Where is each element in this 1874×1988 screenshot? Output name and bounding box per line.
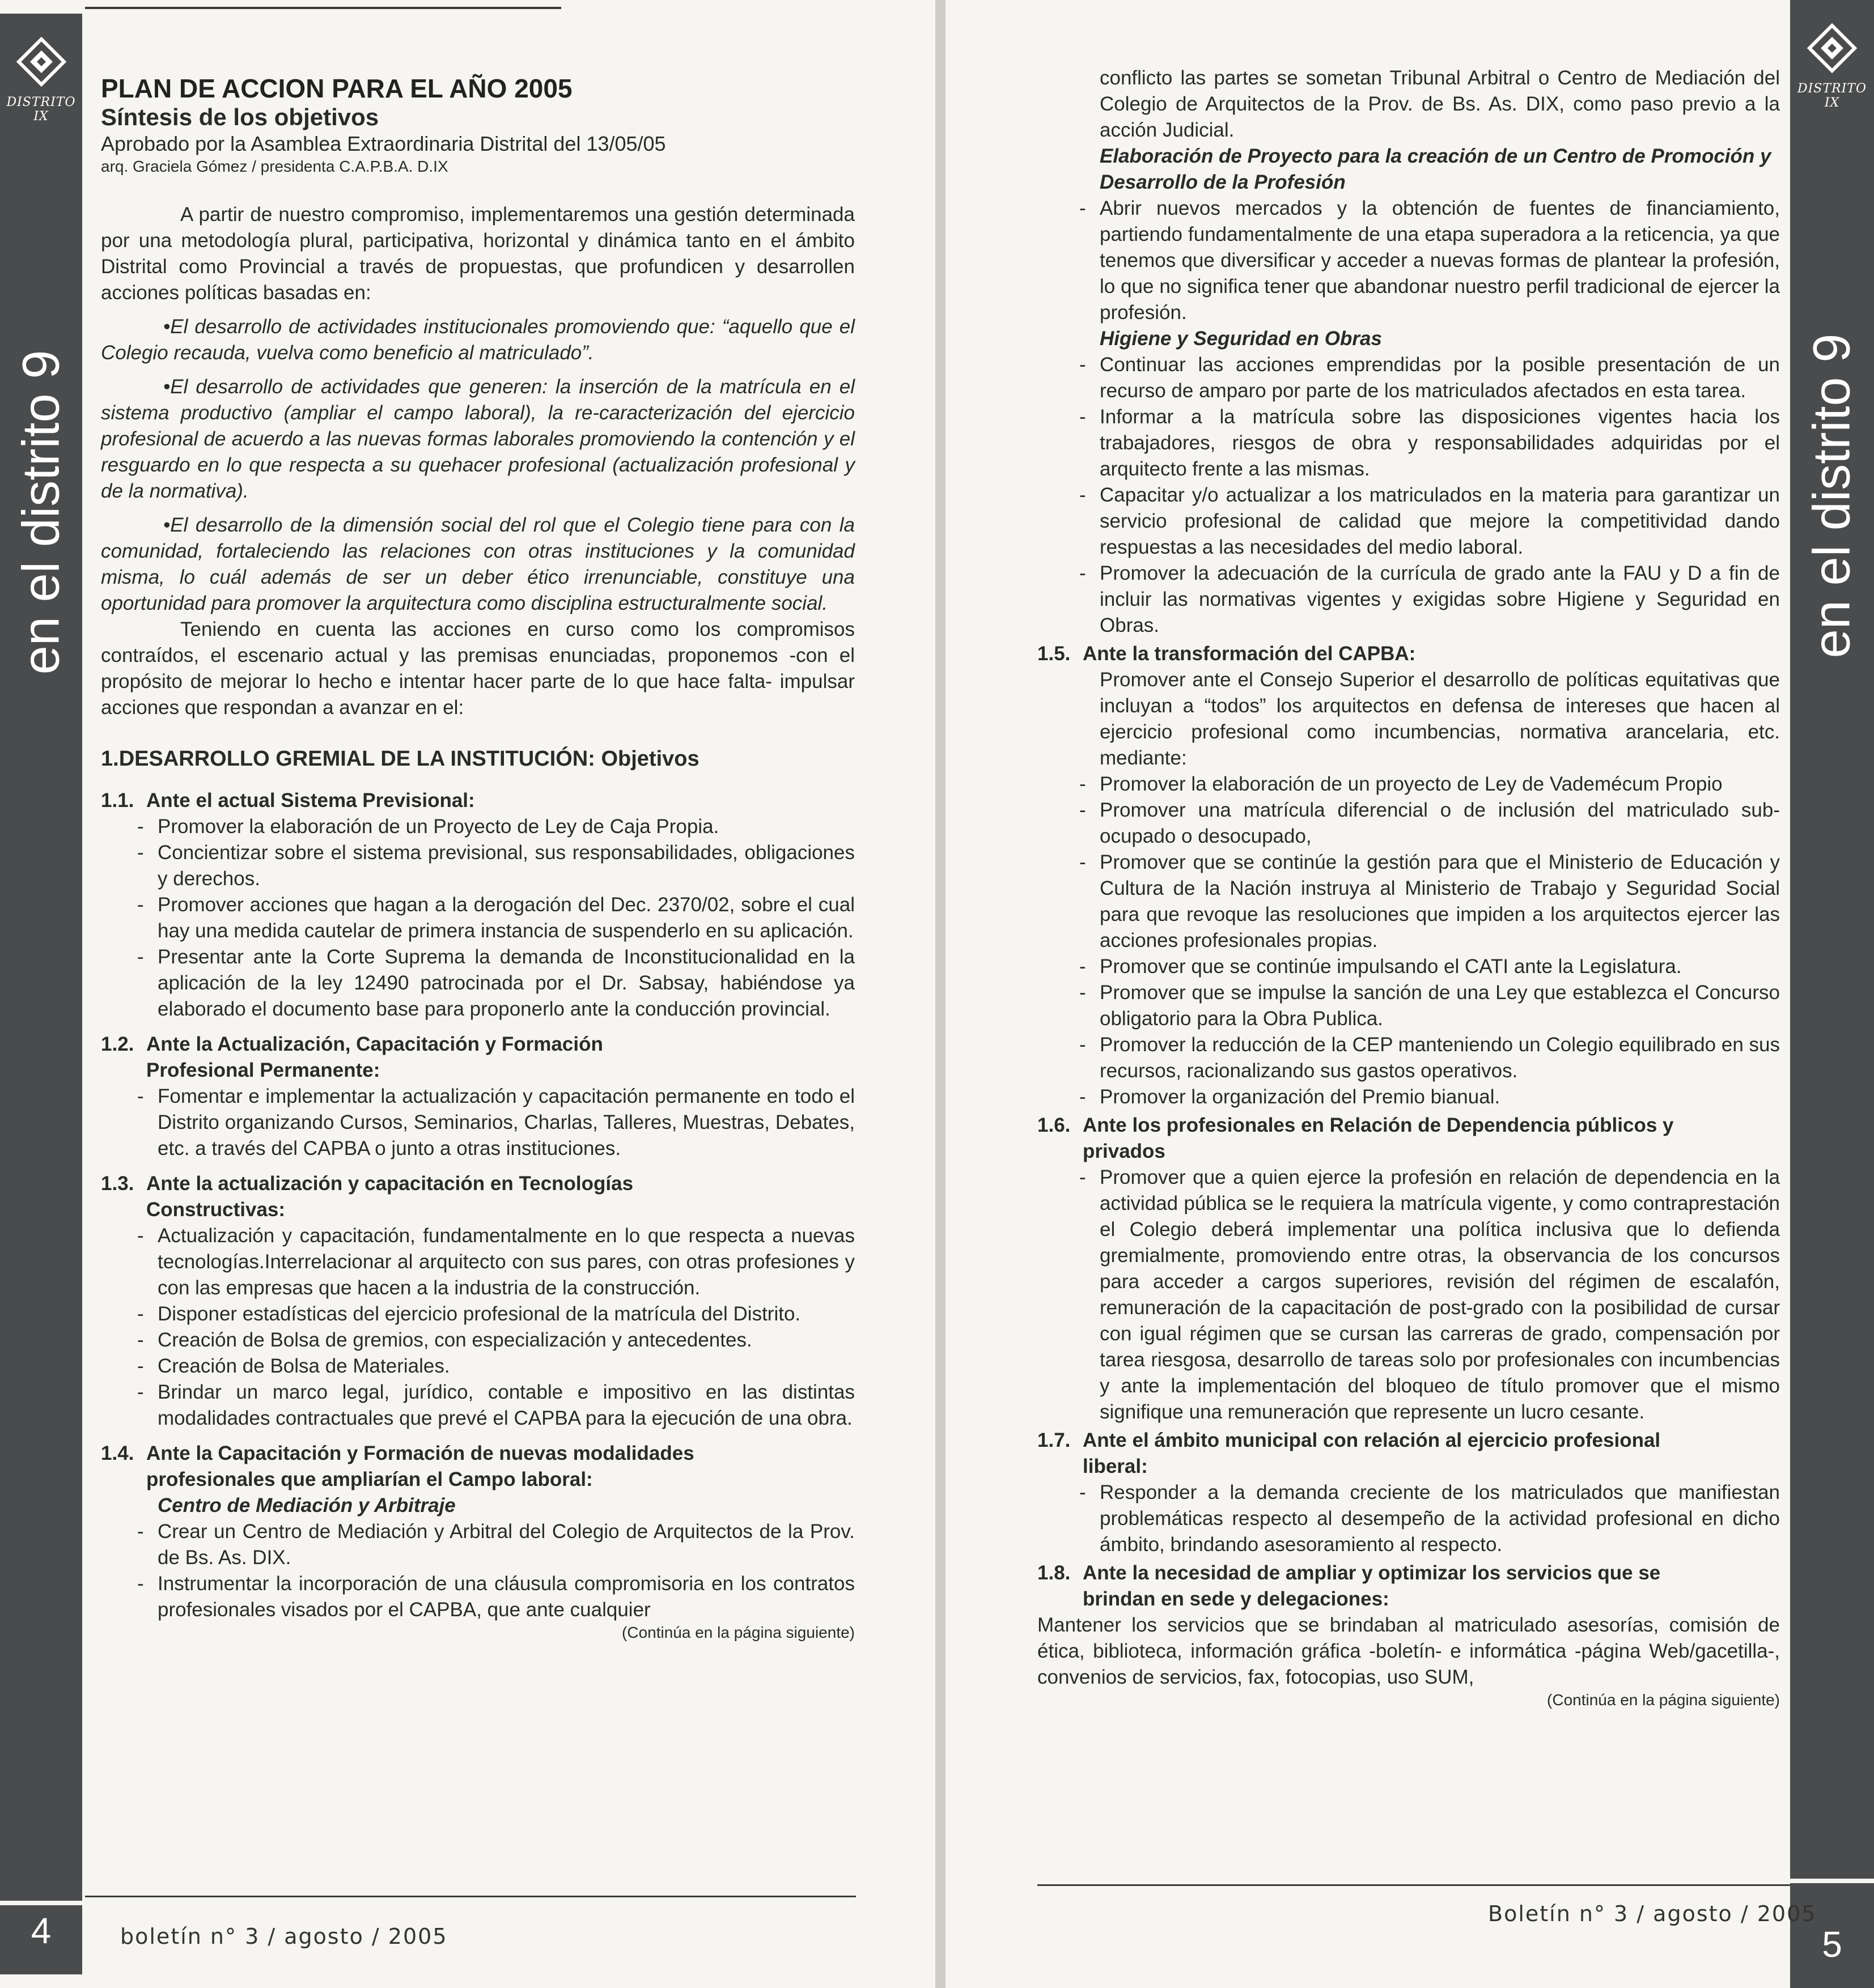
list-item: - Promover la reducción de la CEP manteniendo un Colegio equilibrado en sus recursos, racionalizando sus gastos operativos. [1100, 1032, 1780, 1084]
item-list [101, 1084, 855, 1162]
subsection-heading [1037, 1560, 1780, 1586]
item-list [1037, 196, 1780, 326]
list-item: - Fomentar e implementar la actualización y capacitación permanente en todo el Distrito organizando Cursos, Seminarios, Charlas, Talleres, Muestras, Debates, etc. a través del CAPBA o junto a otras instituciones. [158, 1084, 855, 1162]
subsection-number: 1.4. [101, 1442, 134, 1464]
district-logo-icon [16, 36, 67, 93]
subsection-number: 1.8. [1037, 1562, 1071, 1584]
list-item: - Actualización y capacitación, fundamentalmente en lo que respecta a nuevas tecnologías.Interrelacionar al arquitecto con sus pares, con otras profesiones y con las empresas que hacen a la industria de la construcción. [158, 1223, 855, 1301]
subsection-title: Ante los profesionales en Relación de Dependencia públicos y [1083, 1114, 1674, 1136]
right-column [1037, 65, 1780, 1710]
vertical-section-label: en el distrito 9 [12, 350, 70, 675]
subsection-title: Ante la necesidad de ampliar y optimizar los servicios que se [1083, 1562, 1661, 1584]
continued-note: (Continúa en la página siguiente) [622, 1624, 855, 1641]
subsection-number: 1.3. [101, 1173, 134, 1195]
logo [1790, 23, 1874, 110]
item-list [1037, 1480, 1780, 1558]
list-item: - Concientizar sobre el sistema previsional, sus responsabilidades, obligaciones y derechos. [158, 840, 855, 892]
top-rule [85, 7, 561, 9]
closing-paragraph: Teniendo en cuenta las acciones en curso como los compromisos contraídos, el escenario actual y las premisas enunciadas, proponemos -con el propósito de mejorar lo hecho e intentar hacer parte de lo que hace falta- impulsar acciones que respondan a avanzar en el: [101, 618, 855, 719]
subsection-subtitle: Elaboración de Proyecto para la creación de un Centro de Promoción y Desarrollo de la Profesión [1100, 145, 1771, 193]
subsection-text: Mantener los servicios que se brindaban al matriculado asesorías, comisión de ética, biblioteca, información gráfica -boletín- e informática -página Web/gacetilla-, convenios de servicios, fax, fotocopias, uso SUM, [1037, 1614, 1780, 1688]
subsection-title-cont: profesionales que ampliarían el Campo laboral: [146, 1468, 593, 1490]
list-item: - Creación de Bolsa de gremios, con especialización y antecedentes. [158, 1327, 855, 1353]
item-list [101, 1519, 855, 1623]
subsection-title: Ante el ámbito municipal con relación al ejercicio profesional [1083, 1429, 1661, 1451]
subsection-heading [1037, 1428, 1780, 1454]
page-gutter [935, 0, 946, 1988]
subsection-heading [101, 1441, 855, 1467]
item-list [1037, 352, 1780, 639]
list-item: - Creación de Bolsa de Materiales. [158, 1353, 855, 1379]
side-band [1790, 0, 1874, 1988]
list-item: - Promover la elaboración de un Proyecto de Ley de Caja Propia. [158, 814, 855, 840]
subtitle: Síntesis de los objetivos [101, 104, 379, 130]
subsection-title: Ante la Actualización, Capacitación y Formación [146, 1033, 603, 1055]
subsection-title: Ante la transformación del CAPBA: [1083, 643, 1416, 665]
subsection-number: 1.7. [1037, 1429, 1071, 1451]
page-number: 4 [31, 1910, 52, 1951]
logo-caption: DISTRITO IX [1797, 82, 1867, 110]
subsection-heading [101, 788, 855, 814]
page-number: 5 [1822, 1924, 1842, 1965]
list-item: - Disponer estadísticas del ejercicio profesional de la matrícula del Distrito. [158, 1301, 855, 1327]
footer-rule [1037, 1884, 1790, 1886]
continued-note: (Continúa en la página siguiente) [1547, 1691, 1780, 1709]
item-list [1037, 1165, 1780, 1425]
list-item: - Instrumentar la incorporación de una cláusula compromisoria en los contratos profesionales visados por el CAPBA, que ante cualquier [158, 1571, 855, 1623]
list-item: - Promover que se continúe impulsando el CATI ante la Legislatura. [1100, 954, 1780, 980]
band-separator [0, 1901, 82, 1905]
objective-bullet: •El desarrollo de actividades institucionales promoviendo que: “aquello que el Colegio recauda, vuelva como beneficio al matriculado”. [101, 316, 855, 364]
subsection-heading [1037, 641, 1780, 667]
subsection-heading [101, 1031, 855, 1057]
item-list [101, 814, 855, 1022]
subsection-title: Ante la Capacitación y Formación de nuevas modalidades [146, 1442, 694, 1464]
list-item: - Promover la adecuación de la currícula de grado ante la FAU y D a fin de incluir las normativas vigentes y exigidas sobre Higiene y Seguridad en Obras. [1100, 560, 1780, 639]
subsection-title-cont: liberal: [1083, 1455, 1148, 1477]
subsection-number: 1.1. [101, 789, 134, 812]
list-item: - Crear un Centro de Mediación y Arbitral del Colegio de Arquitectos de la Prov. de Bs. As. DIX. [158, 1519, 855, 1571]
item-list [1037, 771, 1780, 1110]
footer-issue: boletín n° 3 / agosto / 2005 [120, 1924, 448, 1949]
item-list [101, 1223, 855, 1431]
logo-caption: DISTRITO IX [6, 95, 76, 124]
band-separator [1790, 1879, 1874, 1883]
list-item: - Promover una matrícula diferencial o de inclusión del matriculado sub-ocupado o desocupado, [1100, 797, 1780, 849]
list-item: - Abrir nuevos mercados y la obtención de fuentes de financiamiento, partiendo fundamentalmente de una etapa superadora a la reticencia, ya que tenemos que diversificar y acceder a nuevas formas de plantear la profesión, lo que no significa tener que abandonar nuestro perfil tradicional de ejercer la profesión. [1100, 196, 1780, 326]
subsection-title-cont: privados [1083, 1140, 1165, 1162]
list-item: - Responder a la demanda creciente de los matriculados que manifiestan problemáticas respecto al desempeño de la actividad profesional en dicho ámbito, brindando asesoramiento al respecto. [1100, 1480, 1780, 1558]
list-item: - Promover acciones que hagan a la derogación del Dec. 2370/02, sobre el cual hay una medida cautelar de primera instancia de suspenderlo en su aplicación. [158, 892, 855, 944]
left-page [0, 0, 935, 1988]
approval-note: Aprobado por la Asamblea Extraordinaria Distrital del 13/05/05 [101, 132, 666, 155]
subsection-title: Ante la actualización y capacitación en Tecnologías [146, 1173, 634, 1195]
list-item: - Promover la elaboración de un proyecto de Ley de Vademécum Propio [1100, 771, 1780, 797]
footer-rule [85, 1896, 856, 1897]
footer-issue: Boletín n° 3 / agosto / 2005 [1488, 1901, 1817, 1926]
list-item: - Promover que se continúe la gestión para que el Ministerio de Educación y Cultura de la Nación instruya al Ministerio de Trabajo y Seguridad Social para que revoque las resoluciones que impiden a los arquitectos ejercer las acciones profesionales propias. [1100, 849, 1780, 954]
subsection-subtitle: Higiene y Seguridad en Obras [1100, 328, 1382, 350]
subsection-number: 1.5. [1037, 643, 1071, 665]
continued-text: conflicto las partes se sometan Tribunal Arbitral o Centro de Mediación del Colegio de Arquitectos de la Prov. de Bs. As. DIX, como paso previo a la acción Judicial. [1100, 67, 1780, 141]
objective-bullet: •El desarrollo de la dimensión social del rol que el Colegio tiene para con la comunidad, fortaleciendo las relaciones con otras instituciones y la comunidad misma, lo cuál además de ser un deber ético irrenunciable, constituye una oportunidad para promover la arquitectura como disciplina estructuralmente social. [101, 514, 855, 614]
list-item: - Presentar ante la Corte Suprema la demanda de Inconstitucionalidad en la aplicación de la ley 12490 patrocinada por el Dr. Sabsay, habiéndose ya elaborado el documento base para proponerlo ante la conducción provincial. [158, 944, 855, 1022]
subsection-title-cont: Profesional Permanente: [146, 1059, 380, 1081]
vertical-section-label: en el distrito 9 [1803, 333, 1861, 659]
logo [0, 36, 82, 124]
subsection-title-cont: brindan en sede y delegaciones: [1083, 1588, 1389, 1610]
section-heading: 1.DESARROLLO GREMIAL DE LA INSTITUCIÓN: Objetivos [101, 747, 699, 771]
subsection-heading [101, 1171, 855, 1197]
side-band [0, 14, 82, 1974]
subsection-title-cont: Constructivas: [146, 1199, 286, 1221]
district-logo-icon [1807, 23, 1858, 79]
subsection-text: Promover ante el Consejo Superior el desarrollo de políticas equitativas que incluyan a “todos” los arquitectos en defensa de intereses que hacen al ejercicio profesional como incumbencias, normativa arancelaria, etc. mediante: [1100, 669, 1780, 769]
subsection-heading [1037, 1112, 1780, 1139]
list-item: - Continuar las acciones emprendidas por la posible presentación de un recurso de amparo por parte de los matriculados afectados en esta tarea. [1100, 352, 1780, 404]
subsection-number: 1.6. [1037, 1114, 1071, 1136]
intro-paragraph: A partir de nuestro compromiso, implementaremos una gestión determinada por una metodología plural, participativa, horizontal y dinámica tanto en el ámbito Distrital como Provincial a través de propuestas, que profundicen y desarrollen acciones políticas basadas en: [101, 203, 855, 304]
list-item: - Brindar un marco legal, jurídico, contable e impositivo en las distintas modalidades contractuales que prevé el CAPBA para la ejecución de una obra. [158, 1379, 855, 1431]
list-item: - Informar a la matrícula sobre las disposiciones vigentes hacia los trabajadores, riesgos de obra y responsabilidades adquiridas por el arquitecto frente a las mismas. [1100, 404, 1780, 482]
list-item: - Capacitar y/o actualizar a los matriculados en la materia para garantizar un servicio profesional de calidad que mejore la competitividad dando respuestas a las necesidades del medio laboral. [1100, 482, 1780, 560]
left-column [101, 74, 855, 1642]
list-item: - Promover la organización del Premio bianual. [1100, 1084, 1780, 1110]
list-item: - Promover que a quien ejerce la profesión en relación de dependencia en la actividad pública se le requiera la matrícula vigente, y como contraprestación el Colegio deberá implementar una política inclusiva que lo defienda gremialmente, promoviendo entre otras, la observancia de los concursos para acceder a cargos superiores, revisión del régimen de escalafón, remuneración de la capacitación de post-grado con la posibilidad de cursar con igual régimen que se cursan las carreras de grado, compensación por tarea riesgosa, desarrollo de tareas solo por profesionales con incumbencias y ante la implementación del bloqueo de título promover que el mismo signifique una remuneración que represente un lucro cesante. [1100, 1165, 1780, 1425]
subsection-title: Ante el actual Sistema Previsional: [146, 789, 475, 812]
page-title: PLAN DE ACCION PARA EL AÑO 2005 [101, 74, 573, 103]
subsection-subtitle: Centro de Mediación y Arbitraje [158, 1494, 456, 1517]
list-item: - Promover que se impulse la sanción de una Ley que establezca el Concurso obligatorio para la Obra Publica. [1100, 980, 1780, 1032]
subsection-number: 1.2. [101, 1033, 134, 1055]
author-line: arq. Graciela Gómez / presidenta C.A.P.B.A. D.IX [101, 158, 448, 175]
objective-bullet: •El desarrollo de actividades que generen: la inserción de la matrícula en el sistema productivo (ampliar el campo laboral), la re-caracterización del ejercicio profesional de acuerdo a las nuevas formas laborales promoviendo la contención y el resguardo en lo que respecta a su quehacer profesional (actualización profesional y de la normativa). [101, 376, 855, 502]
